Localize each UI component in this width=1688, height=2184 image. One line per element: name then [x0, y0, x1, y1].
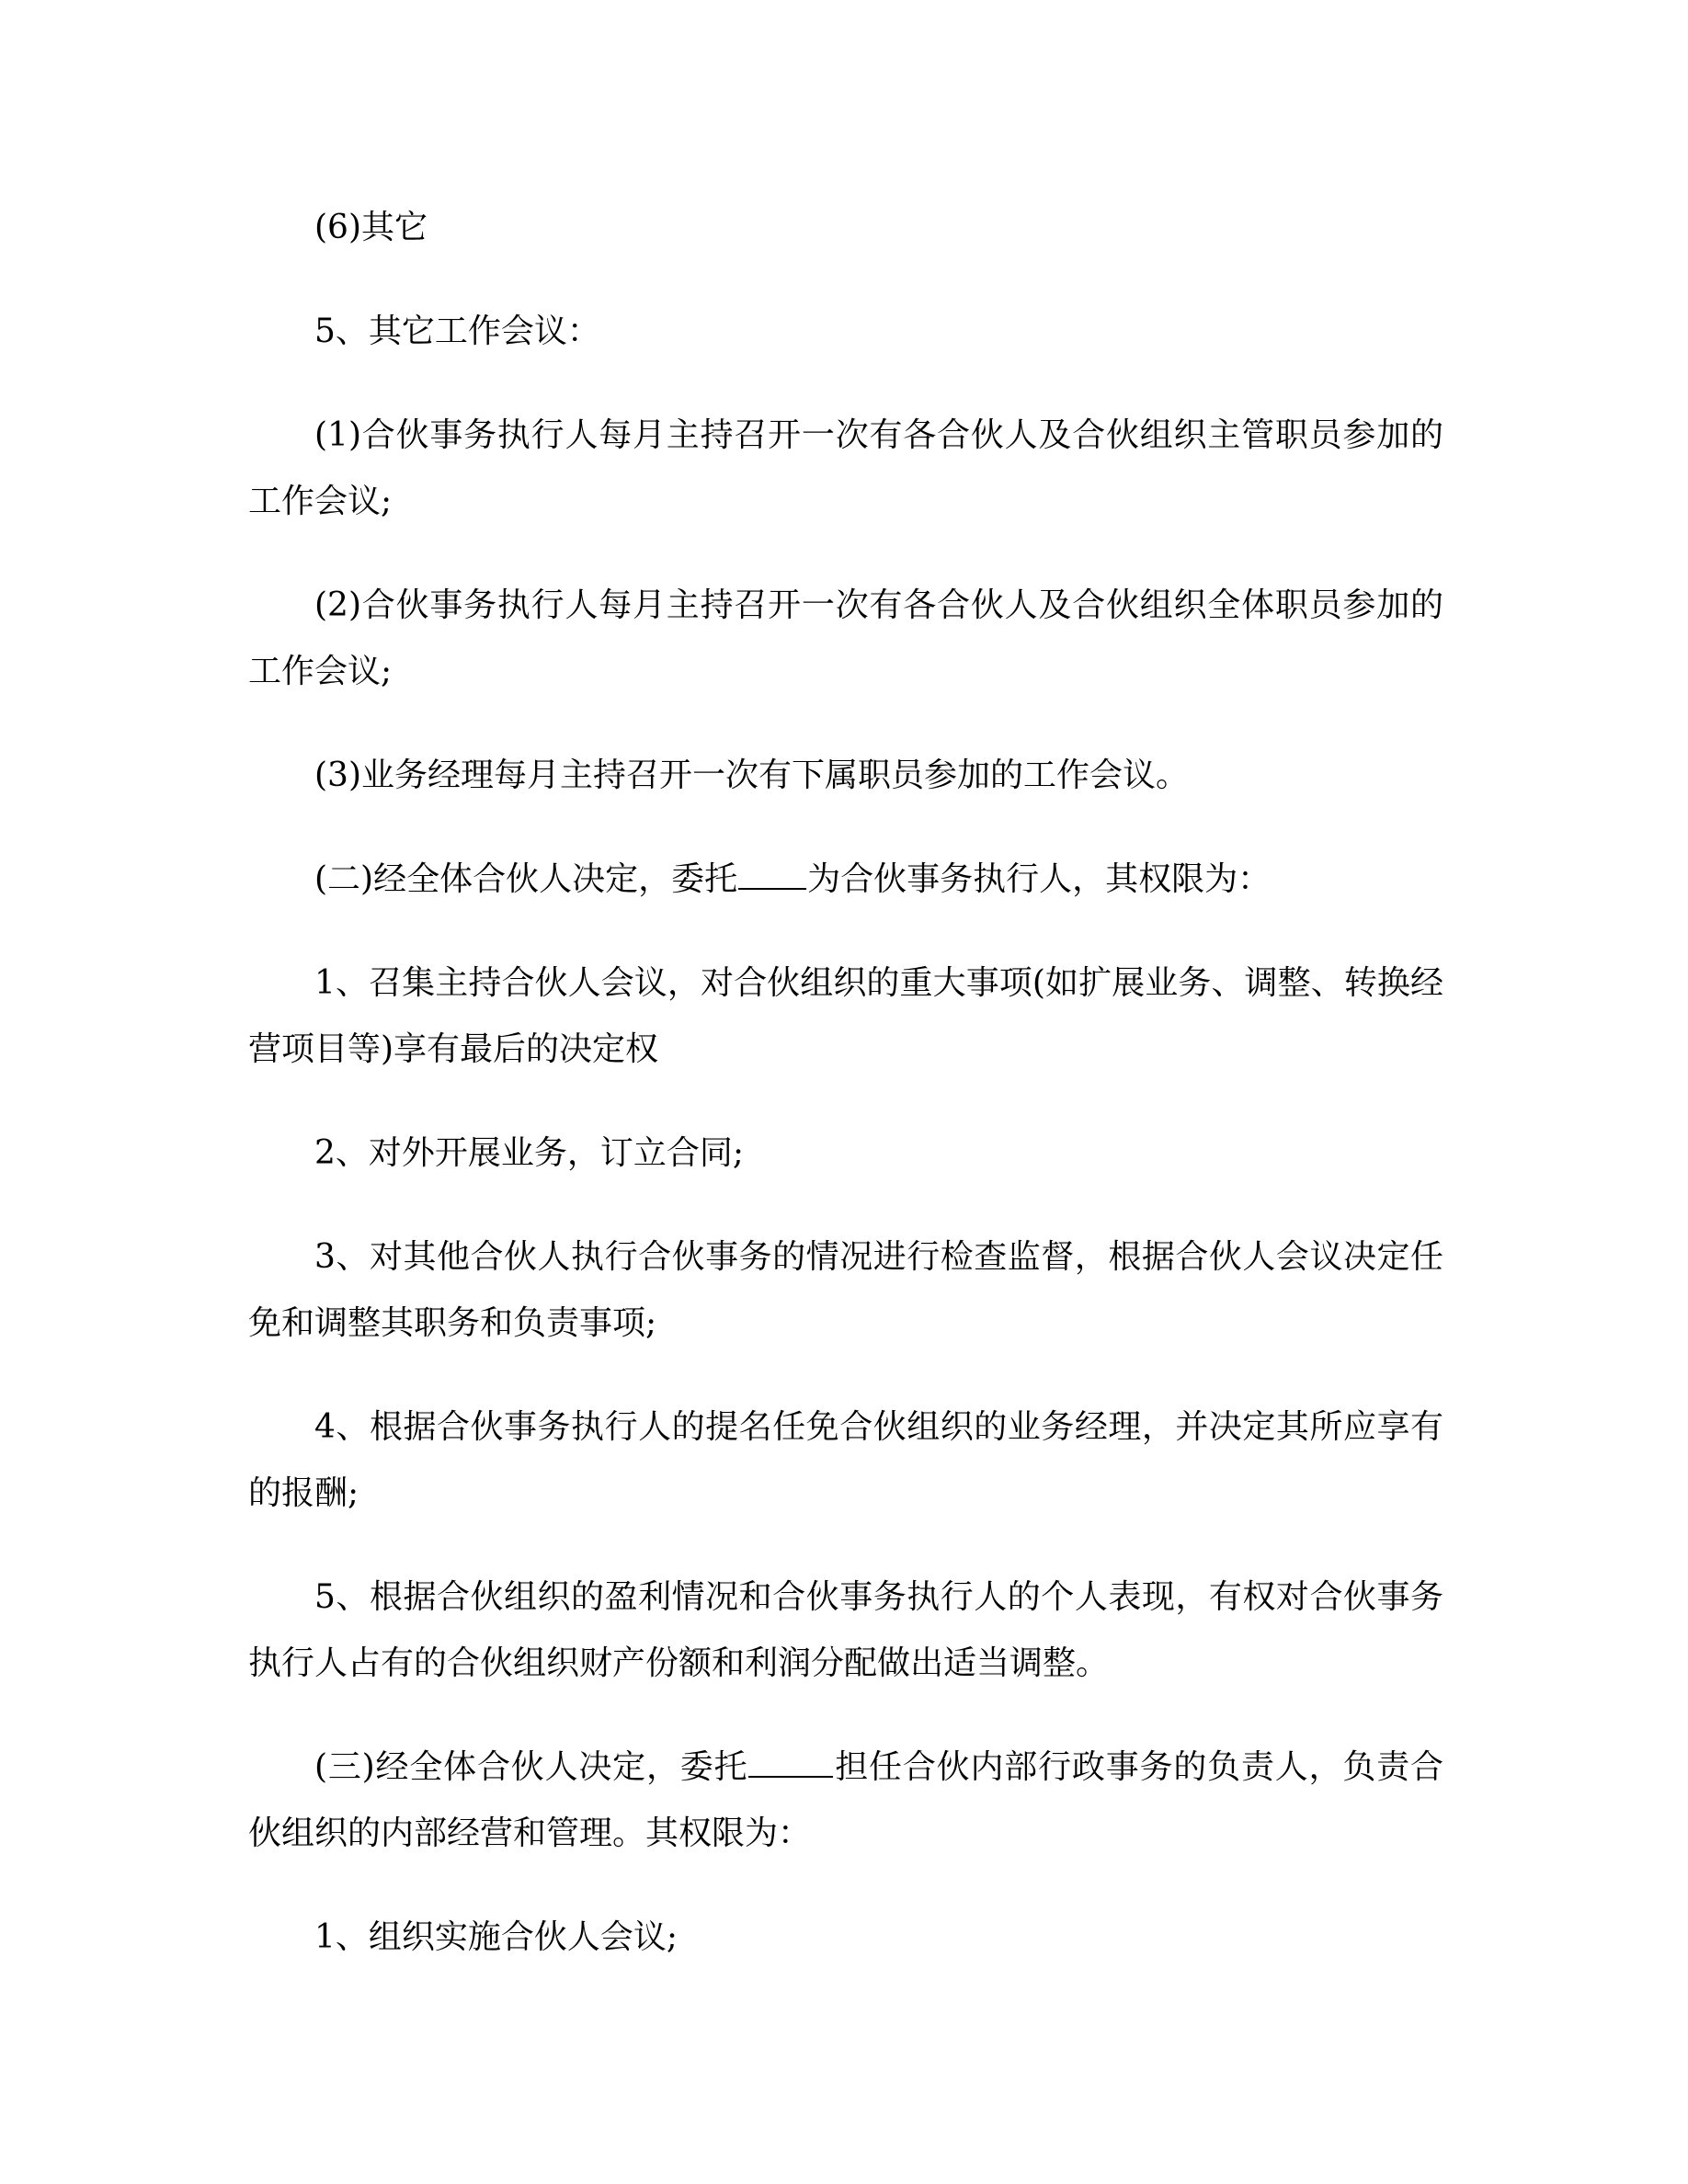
paragraph-authority-4: 4、根据合伙事务执行人的提名任免合伙组织的业务经理，并决定其所应享有的报酬; [248, 1408, 1443, 1512]
admin-appointment-before: (三)经全体合伙人决定，委托 [314, 1748, 748, 1786]
paragraph-meeting-1: (1)合伙事务执行人每月主持召开一次有各合伙人及合伙组织主管职员参加的工作会议; [248, 416, 1443, 520]
admin-name-blank [748, 1745, 833, 1778]
admin-appointment-after: 担任合伙内部行政事务的负责人，负责合伙组织的内部经营和管理。其权限为： [248, 1748, 1443, 1852]
executor-appointment-before: (二)经全体合伙人决定，委托 [314, 860, 738, 898]
paragraph-authority-3: 3、对其他合伙人执行合伙事务的情况进行检查监督，根据合伙人会议决定任免和调整其职务和负责事项; [248, 1238, 1443, 1342]
executor-appointment-after: 为合伙事务执行人，其权限为： [807, 860, 1272, 898]
paragraph-admin-appointment [248, 1735, 1443, 1867]
paragraph-meeting-3: (3)业务经理每月主持召开一次有下属职员参加的工作会议。 [314, 756, 1189, 794]
document-body [248, 195, 1443, 2008]
paragraph-authority-2: 2、对外开展业务，订立合同; [314, 1134, 745, 1172]
paragraph-admin-authority-1: 1、组织实施合伙人会议; [314, 1918, 679, 1956]
paragraph-meeting-2: (2)合伙事务执行人每月主持召开一次有各合伙人及合伙组织全体职员参加的工作会议; [248, 586, 1443, 690]
executor-name-blank [738, 857, 806, 890]
paragraph-authority-1: 1、召集主持合伙人会议，对合伙组织的重大事项(如扩展业务、调整、转换经营项目等)享有最后的决定权 [248, 964, 1443, 1068]
paragraph-authority-5: 5、根据合伙组织的盈利情况和合伙事务执行人的个人表现，有权对合伙事务执行人占有的合伙组织财产份额和利润分配做出适当调整。 [248, 1578, 1443, 1682]
paragraph-other-meetings: 5、其它工作会议： [314, 313, 600, 350]
paragraph-other: (6)其它 [314, 209, 428, 246]
paragraph-executor-appointment [248, 847, 1443, 913]
